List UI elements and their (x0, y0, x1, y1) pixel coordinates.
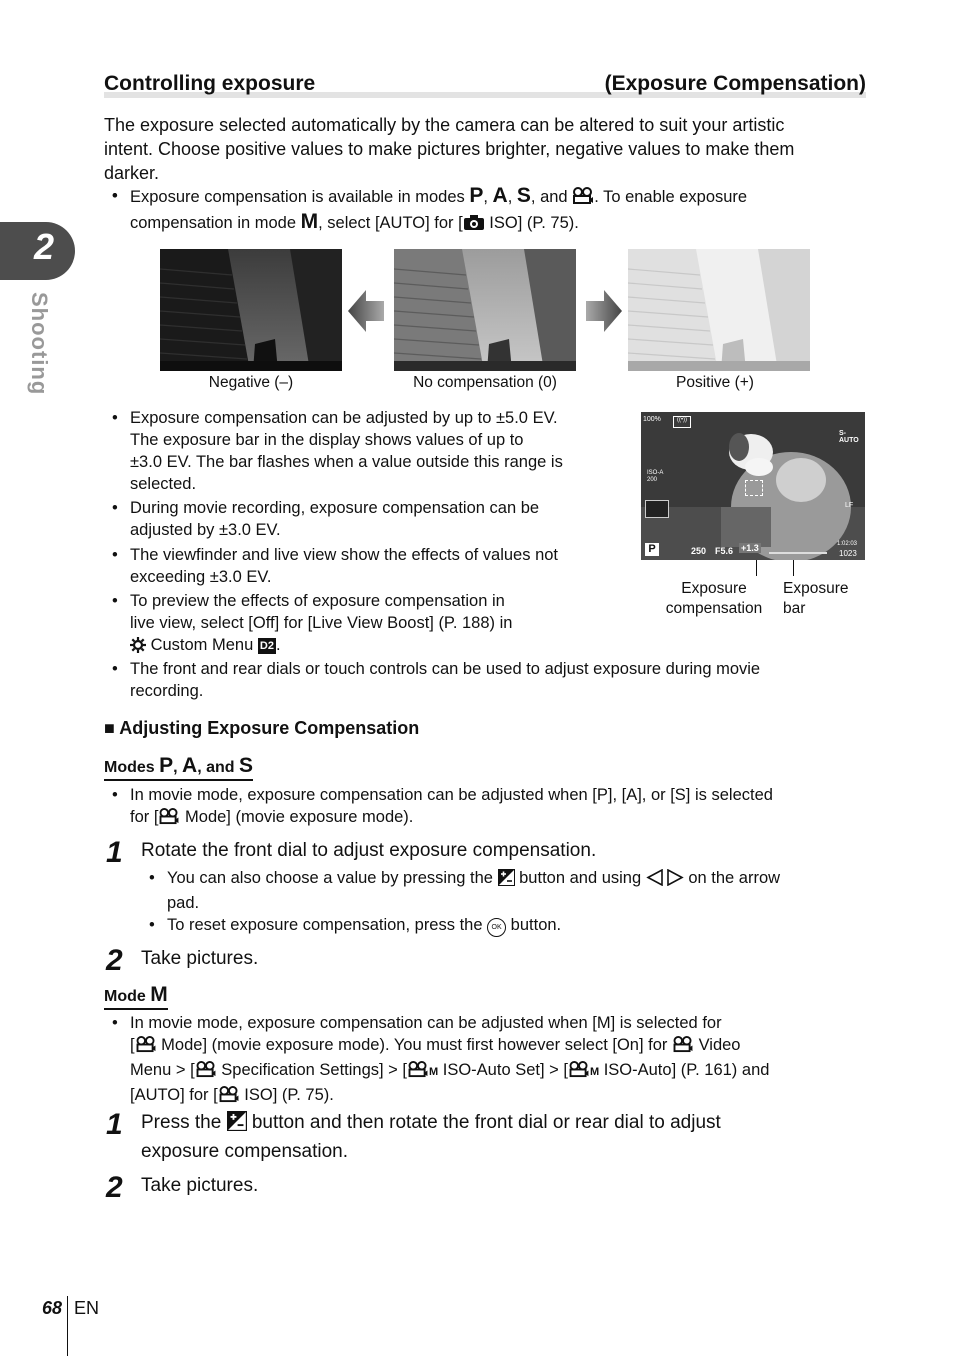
movie-icon (158, 808, 180, 831)
chapter-number: 2 (33, 226, 55, 267)
ok-button-icon: OK (487, 918, 506, 937)
photo-positive (628, 249, 810, 371)
step-2-text: Take pictures. (141, 948, 259, 969)
caption-negative: Negative (–) (208, 374, 294, 391)
bullet-preview: • To preview the effects of exposure compensation in live view, select [Off] for [Live View Boost] (P. 188) in Custom Menu D2 . (130, 590, 620, 659)
section-title-right: (Exposure Compensation) (604, 72, 866, 95)
footer-divider (67, 1296, 68, 1356)
section-title-left: Controlling exposure (104, 72, 316, 95)
camera-icon (463, 214, 485, 237)
photo-negative (160, 249, 342, 371)
chapter-label: Shooting (27, 292, 52, 396)
custom-menu-badge: D2 (259, 640, 274, 652)
step-1-text: Rotate the front dial to adjust exposure compensation. (141, 840, 597, 861)
arrow-left-icon (348, 290, 384, 332)
bullet-viewfinder: • The viewfinder and live view show the effects of values not exceeding ±3.0 EV. (112, 546, 559, 586)
step-m1-number: 1 (106, 1108, 123, 1141)
movie-icon (218, 1086, 240, 1109)
adjusting-heading: ■ Adjusting Exposure Compensation (104, 718, 420, 738)
step-m1-text: Press the button and then rotate the front dial or rear dial to adjust exposure compensation. (141, 1112, 721, 1162)
caption-positive: Positive (+) (676, 374, 754, 391)
movie-icon (407, 1061, 429, 1084)
movie-icon (672, 1036, 694, 1059)
modes-pas-heading: Modes P, A, and S (104, 754, 253, 781)
step-1-sub2: • To reset exposure compensation, press the OK button. (167, 914, 867, 937)
page-number: 68 (42, 1298, 63, 1318)
mode-m-bullet: • In movie mode, exposure compensation can be adjusted when [M] is selected for [ Mode] (movie exposure mode). You must first however select [On] for Video Menu > [ Specification Settings] > [ M ISO-Auto Set] > [ M ISO-Auto] (P. 161) and [AUTO] for [ ISO] (P. 75). (130, 1012, 870, 1109)
modes-note: • Exposure compensation is available in modes P, A, S, and . To enable exposure compensation in mode M, select [AUTO] for [ ISO] (P. 75). (130, 185, 870, 237)
photo-no-compensation (394, 249, 576, 371)
step-m2-text: Take pictures. (141, 1175, 259, 1196)
language-code: EN (74, 1298, 100, 1318)
mode-m-heading: Mode M (104, 983, 168, 1010)
exposure-comp-icon (227, 1111, 247, 1139)
movie-icon (568, 1061, 590, 1084)
arrow-pad-left-right-icon (646, 869, 684, 892)
pas-movie-bullet: • In movie mode, exposure compensation can be adjusted when [P], [A], or [S] is selected for [ Mode] (movie exposure mode). (130, 784, 870, 831)
movie-icon (572, 187, 594, 211)
arrow-right-icon (586, 290, 622, 332)
caption-no-compensation: No compensation (0) (413, 374, 557, 391)
bullet-front-dial: • The front and rear dials or touch controls can be used to adjust exposure during movie recording. (112, 660, 761, 700)
step-1-sub1: • You can also choose a value by pressing the button and using on the arrow pad. (149, 869, 781, 912)
movie-icon (195, 1061, 217, 1084)
callout-exposure-compensation: Exposure compensation (665, 580, 763, 617)
section-title (104, 72, 866, 100)
exposure-comp-icon (498, 869, 515, 892)
live-view-display: 100% ((•)) S-AUTO ISO-A 200 LF P 250 F5.6 +1.3 1:02:03 1023 (641, 412, 865, 560)
step-2-number: 2 (106, 944, 123, 977)
intro-paragraph: The exposure selected automatically by the camera can be altered to suit your artistic intent. Choose positive values to make pictures brighter, negative values to make them darker. (104, 115, 795, 183)
bullet-movie: • During movie recording, exposure compensation can be adjusted by ±3.0 EV. (112, 499, 540, 539)
movie-icon (135, 1036, 157, 1059)
step-m2-number: 2 (106, 1171, 123, 1204)
callout-exposure-bar: Exposure bar (783, 580, 849, 617)
gear-icon (130, 637, 146, 659)
bullet-range: • Exposure compensation can be adjusted by up to ±5.0 EV. The exposure bar in the display shows values of up to ±3.0 EV. The bar flashes when a value outside this range is selected. (112, 409, 563, 493)
step-1-number: 1 (106, 836, 123, 869)
